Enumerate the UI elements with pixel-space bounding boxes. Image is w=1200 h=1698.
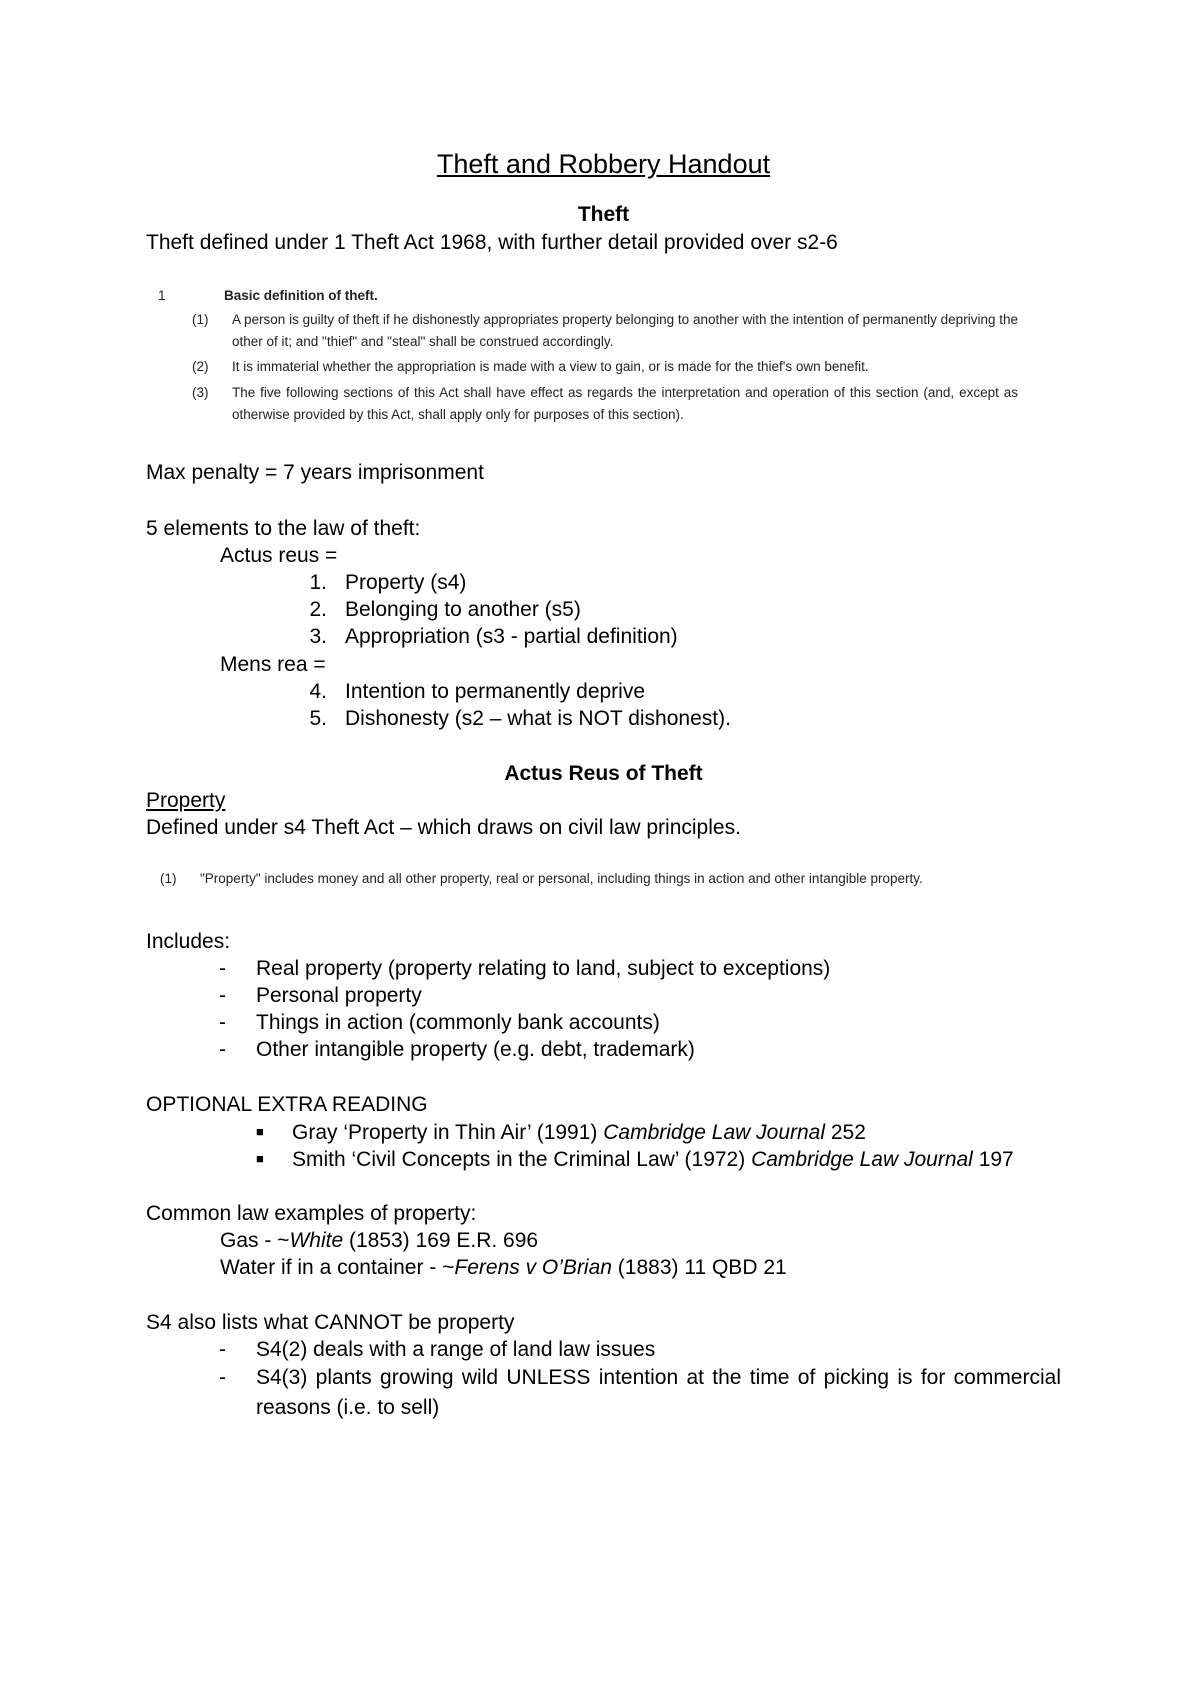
includes-label: Includes: xyxy=(146,930,231,953)
subsection-number: (3) xyxy=(192,385,209,400)
property-heading: Property xyxy=(146,789,226,812)
list-item: Gas - ~White (1853) 169 E.R. 696 xyxy=(220,1229,539,1252)
cannot-be-property-heading: S4 also lists what CANNOT be property xyxy=(146,1311,515,1334)
subsection-text: It is immaterial whether the appropriation is made with a view to gain, or is made for the thief's own benefit. xyxy=(232,359,869,374)
actus-reus-label: Actus reus = xyxy=(220,544,338,567)
list-item: ■ Smith ‘Civil Concepts in the Criminal Law’ (1972) Cambridge Law Journal 197 xyxy=(256,1148,1014,1171)
theft-intro: Theft defined under 1 Theft Act 1968, with further detail provided over s2-6 xyxy=(146,231,838,254)
statute-section-heading: Basic definition of theft. xyxy=(224,288,378,303)
property-definition: Defined under s4 Theft Act – which draws on civil law principles. xyxy=(146,816,741,839)
statute-s4-subsection-1 xyxy=(160,868,1026,890)
subsection-number: (1) xyxy=(160,871,177,886)
list-item: 2. Belonging to another (s5) xyxy=(309,598,581,621)
max-penalty: Max penalty = 7 years imprisonment xyxy=(146,461,484,484)
statute-s1-subsection-1 xyxy=(192,309,1018,353)
elements-intro: 5 elements to the law of theft: xyxy=(146,517,421,540)
list-item: ■ Gray ‘Property in Thin Air’ (1991) Cambridge Law Journal 252 xyxy=(256,1121,866,1144)
common-law-heading: Common law examples of property: xyxy=(146,1202,477,1225)
statute-s1-heading xyxy=(158,285,998,307)
subsection-number: (2) xyxy=(192,359,209,374)
optional-reading-heading: OPTIONAL EXTRA READING xyxy=(146,1093,428,1116)
list-item: - S4(3) plants growing wild UNLESS intention at the time of picking is for commercial reasons (i.e. to sell) xyxy=(219,1366,1061,1419)
statute-s1-subsection-3 xyxy=(192,382,1018,426)
subsection-text: "Property" includes money and all other property, real or personal, including things in action and other intangible property. xyxy=(200,871,923,886)
subsection-number: (1) xyxy=(192,312,209,327)
list-item: 1. Property (s4) xyxy=(309,571,467,594)
theft-heading: Theft xyxy=(577,203,630,226)
document-page: Theft and Robbery Handout Theft Theft defined under 1 Theft Act 1968, with further detail provided over s2-6 1 Basic definition of theft. (1) A person is guilty of theft if he dishonestly appropriates property belonging to another with the intention of permanently depriving the other of it; and "thief" and "steal" shall be construed accordingly. (2) It is immaterial whether the appropriation is made with a view to gain, or is made for the thief's own benefit. (3) The five following sections of this Act shall have effect as regards the interpretation and operation of this section (and, except as otherwise provided by this Act, shall apply only for purposes of this section). Max penalty = 7 years imprisonment 5 elements to the law of theft: Actus reus = 1. Property (s4) 2. Belonging to another (s5) 3. Appropriation (s3 - partial definition) Mens rea = 4. Intention to permanently deprive 5. Dishonesty (s2 – what is NOT dishonest). Actus Reus of Theft Property Defined under s4 Theft Act – which draws on civil law principles. (1) "Property" includes money and all other property, real or personal, including things in action and other intangible property. Includes: - Real property (property relating to land, subject to exceptions) - Personal property - Things in action (commonly bank accounts) - Other intangible property (e.g. debt, trademark) OPTIONAL EXTRA READING ■ Gray ‘Property in Thin Air’ (1991) Cambridge Law Journal 252 ■ Smith ‘Civil Concepts in the Criminal Law’ (1972) Cambridge Law Journal 197 Common law examples of property: Gas - ~White (1853) 169 E.R. 696 Water if in a container - ~Ferens v O’Brian (1883) 11 QBD 21 S4 also lists what CANNOT be property - S4(2) deals with a range of land law issues - S4(3) plants growing wild UNLESS intention at the time of picking is for commercial reasons (i.e. to sell) xyxy=(0,0,1200,1698)
statute-s1-subsection-2 xyxy=(192,356,1018,378)
subsection-text: A person is guilty of theft if he dishonestly appropriates property belonging to another with the intention of permanently depriving the other of it; and "thief" and "steal" shall be construed accordingly. xyxy=(232,312,1018,349)
list-item: 4. Intention to permanently deprive xyxy=(309,680,646,703)
list-item: 3. Appropriation (s3 - partial definition) xyxy=(309,625,678,648)
list-item: 5. Dishonesty (s2 – what is NOT dishonest). xyxy=(309,707,731,730)
mens-rea-label: Mens rea = xyxy=(220,653,326,676)
list-item: Water if in a container - ~Ferens v O’Brian (1883) 11 QBD 21 xyxy=(220,1256,787,1279)
page-title: Theft and Robbery Handout xyxy=(436,149,771,179)
subsection-text: The five following sections of this Act shall have effect as regards the interpretation and operation of this section (and, except as otherwise provided by this Act, shall apply only for purposes of this section). xyxy=(232,385,1018,422)
statute-section-number: 1 xyxy=(158,288,166,303)
actus-reus-heading: Actus Reus of Theft xyxy=(504,762,703,785)
